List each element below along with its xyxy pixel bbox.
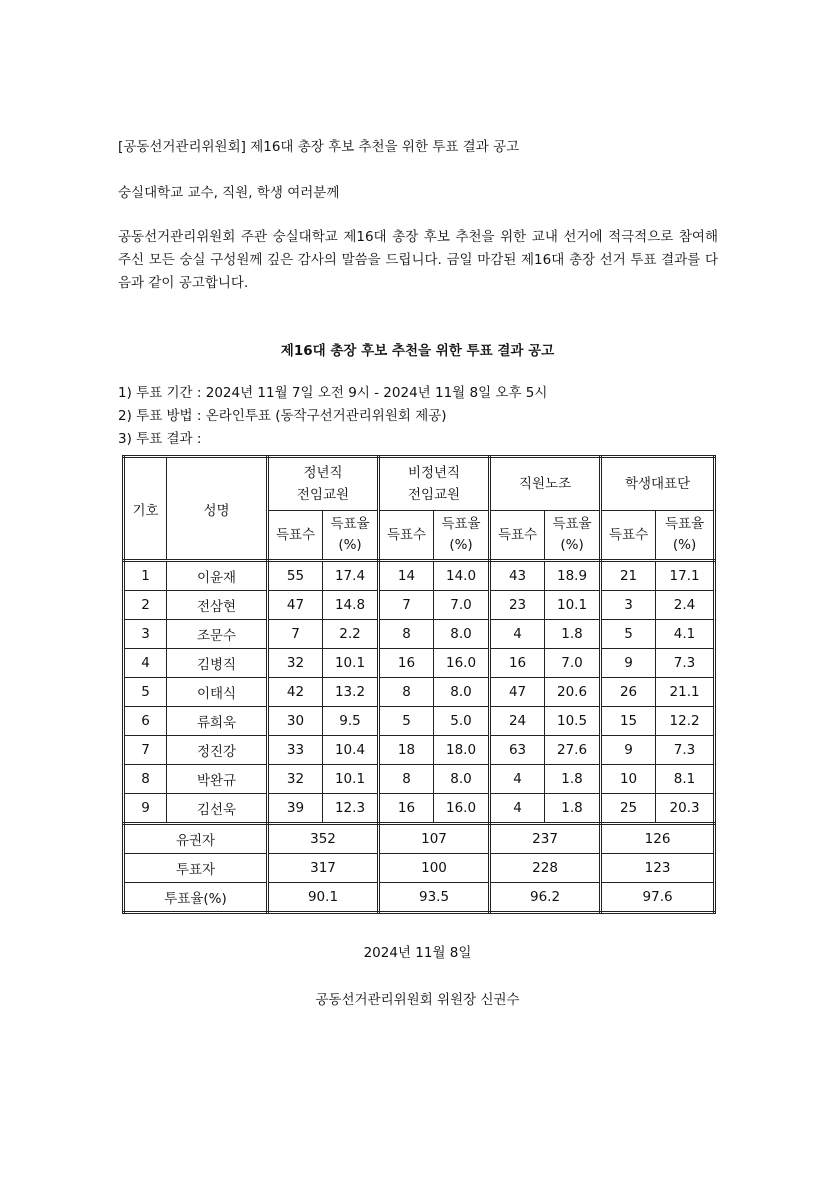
info-period: 1) 투표 기간 : 2024년 11월 7일 오전 9시 - 2024년 11월 8일 오후 5시 xyxy=(118,385,548,401)
vote-rate: 17.4 xyxy=(323,561,379,591)
summary-value: 123 xyxy=(601,854,715,883)
summary-value: 317 xyxy=(268,854,379,883)
vote-rate: 10.4 xyxy=(323,736,379,765)
table-row xyxy=(124,794,715,824)
vote-count: 21 xyxy=(601,561,656,591)
vote-rate: 1.8 xyxy=(545,620,601,649)
table-row xyxy=(124,620,715,649)
vote-rate: 10.1 xyxy=(323,765,379,794)
header-group-students: 학생대표단 xyxy=(601,457,715,511)
vote-rate: 1.8 xyxy=(545,765,601,794)
vote-rate: 13.2 xyxy=(323,678,379,707)
vote-rate: 8.0 xyxy=(434,765,490,794)
vote-count: 4 xyxy=(490,620,545,649)
vote-rate: 5.0 xyxy=(434,707,490,736)
vote-count: 33 xyxy=(268,736,323,765)
candidate-number: 5 xyxy=(124,678,167,707)
header-rate xyxy=(434,511,490,561)
candidate-number: 7 xyxy=(124,736,167,765)
table-body xyxy=(124,561,715,824)
rate-label: 득표율 xyxy=(441,516,481,532)
vote-count: 14 xyxy=(379,561,434,591)
rate-label: 득표율 xyxy=(664,516,705,532)
table-row xyxy=(124,678,715,707)
group-label-line2: 전임교원 xyxy=(296,487,350,503)
vote-rate: 8.0 xyxy=(434,620,490,649)
vote-rate: 2.4 xyxy=(656,591,715,620)
group-label-line2: 전임교원 xyxy=(407,487,461,503)
vote-rate: 18.9 xyxy=(545,561,601,591)
vote-rate: 27.6 xyxy=(545,736,601,765)
summary-value: 107 xyxy=(379,824,490,854)
vote-rate: 10.1 xyxy=(545,591,601,620)
vote-rate: 7.0 xyxy=(545,649,601,678)
vote-rate: 20.6 xyxy=(545,678,601,707)
vote-rate: 18.0 xyxy=(434,736,490,765)
vote-count: 18 xyxy=(379,736,434,765)
vote-count: 32 xyxy=(268,765,323,794)
header-group-tenure xyxy=(268,457,379,511)
header-line: [공동선거관리위원회] 제16대 총장 후보 추천을 위한 투표 결과 공고 xyxy=(118,139,520,155)
vote-count: 47 xyxy=(490,678,545,707)
results-table xyxy=(122,455,716,914)
summary-value: 90.1 xyxy=(268,883,379,913)
rate-unit: (%) xyxy=(338,537,362,553)
candidate-number: 8 xyxy=(124,765,167,794)
summary-row xyxy=(124,854,715,883)
vote-count: 7 xyxy=(379,591,434,620)
vote-rate: 8.0 xyxy=(434,678,490,707)
vote-count: 23 xyxy=(490,591,545,620)
rate-unit: (%) xyxy=(560,537,584,553)
table-row xyxy=(124,649,715,678)
vote-count: 8 xyxy=(379,620,434,649)
rate-label: 득표율 xyxy=(330,516,370,532)
info-result: 3) 투표 결과 : xyxy=(118,431,202,447)
vote-count: 8 xyxy=(379,678,434,707)
summary-value: 237 xyxy=(490,824,601,854)
table-row xyxy=(124,591,715,620)
vote-count: 16 xyxy=(490,649,545,678)
header-votes: 득표수 xyxy=(601,511,656,561)
header-rate xyxy=(323,511,379,561)
vote-count: 16 xyxy=(379,649,434,678)
summary-label: 투표자 xyxy=(124,854,268,883)
header-number: 기호 xyxy=(124,457,167,561)
header-votes: 득표수 xyxy=(268,511,323,561)
vote-rate: 12.3 xyxy=(323,794,379,824)
candidate-name: 류희욱 xyxy=(167,707,268,736)
info-method: 2) 투표 방법 : 온라인투표 (동작구선거관리위원회 제공) xyxy=(118,408,447,424)
vote-count: 5 xyxy=(379,707,434,736)
vote-count: 7 xyxy=(268,620,323,649)
summary-label: 투표율(%) xyxy=(124,883,268,913)
candidate-number: 4 xyxy=(124,649,167,678)
candidate-name: 이윤재 xyxy=(167,561,268,591)
summary-row xyxy=(124,883,715,913)
vote-count: 26 xyxy=(601,678,656,707)
header-name: 성명 xyxy=(167,457,268,561)
vote-count: 30 xyxy=(268,707,323,736)
summary-value: 228 xyxy=(490,854,601,883)
candidate-number: 6 xyxy=(124,707,167,736)
header-votes: 득표수 xyxy=(379,511,434,561)
table-row xyxy=(124,707,715,736)
vote-rate: 20.3 xyxy=(656,794,715,824)
candidate-number: 9 xyxy=(124,794,167,824)
candidate-name: 김선욱 xyxy=(167,794,268,824)
vote-rate: 14.0 xyxy=(434,561,490,591)
salutation: 숭실대학교 교수, 직원, 학생 여러분께 xyxy=(118,185,340,201)
vote-rate: 14.8 xyxy=(323,591,379,620)
summary-value: 352 xyxy=(268,824,379,854)
rate-unit: (%) xyxy=(672,537,697,553)
vote-rate: 4.1 xyxy=(656,620,715,649)
vote-count: 47 xyxy=(268,591,323,620)
vote-rate: 7.0 xyxy=(434,591,490,620)
summary-value: 93.5 xyxy=(379,883,490,913)
vote-rate: 1.8 xyxy=(545,794,601,824)
candidate-number: 1 xyxy=(124,561,167,591)
vote-count: 10 xyxy=(601,765,656,794)
table-row xyxy=(124,765,715,794)
vote-count: 43 xyxy=(490,561,545,591)
header-group-staff-union: 직원노조 xyxy=(490,457,601,511)
group-label-line1: 비정년직 xyxy=(407,465,461,481)
vote-rate: 10.5 xyxy=(545,707,601,736)
rate-label: 득표율 xyxy=(552,516,592,532)
vote-count: 5 xyxy=(601,620,656,649)
candidate-name: 조문수 xyxy=(167,620,268,649)
table-summary xyxy=(124,824,715,913)
vote-rate: 12.2 xyxy=(656,707,715,736)
vote-count: 8 xyxy=(379,765,434,794)
group-label-line1: 정년직 xyxy=(303,465,343,481)
vote-rate: 16.0 xyxy=(434,649,490,678)
vote-count: 9 xyxy=(601,649,656,678)
vote-count: 63 xyxy=(490,736,545,765)
vote-count: 25 xyxy=(601,794,656,824)
vote-count: 55 xyxy=(268,561,323,591)
header-group-non-tenure xyxy=(379,457,490,511)
header-votes: 득표수 xyxy=(490,511,545,561)
vote-rate: 21.1 xyxy=(656,678,715,707)
candidate-number: 3 xyxy=(124,620,167,649)
notice-title: 제16대 총장 후보 추천을 위한 투표 결과 공고 xyxy=(280,343,555,359)
summary-row xyxy=(124,824,715,854)
vote-rate: 7.3 xyxy=(656,649,715,678)
header-row-groups xyxy=(124,457,715,511)
vote-count: 3 xyxy=(601,591,656,620)
candidate-name: 정진강 xyxy=(167,736,268,765)
vote-rate: 2.2 xyxy=(323,620,379,649)
header-rate xyxy=(545,511,601,561)
vote-count: 24 xyxy=(490,707,545,736)
intro-paragraph: 공동선거관리위원회 주관 숭실대학교 제16대 총장 후보 추천을 위한 교내 선거에 적극적으로 참여해 주신 모든 숭실 구성원께 깊은 감사의 말씀을 드립니다. 금일 마감된 제16대 총장 선거 투표 결과를 다음과 같이 공고합니다. xyxy=(118,229,718,291)
vote-count: 39 xyxy=(268,794,323,824)
candidate-name: 박완규 xyxy=(167,765,268,794)
vote-count: 32 xyxy=(268,649,323,678)
summary-value: 96.2 xyxy=(490,883,601,913)
summary-value: 126 xyxy=(601,824,715,854)
candidate-name: 김병직 xyxy=(167,649,268,678)
summary-label: 유권자 xyxy=(124,824,268,854)
header-rate xyxy=(656,511,715,561)
candidate-number: 2 xyxy=(124,591,167,620)
vote-rate: 8.1 xyxy=(656,765,715,794)
vote-count: 4 xyxy=(490,765,545,794)
rate-unit: (%) xyxy=(449,537,473,553)
candidate-name: 전삼현 xyxy=(167,591,268,620)
signature: 공동선거관리위원회 위원장 신권수 xyxy=(315,992,520,1008)
table-row xyxy=(124,736,715,765)
vote-count: 9 xyxy=(601,736,656,765)
vote-rate: 10.1 xyxy=(323,649,379,678)
summary-value: 100 xyxy=(379,854,490,883)
vote-count: 42 xyxy=(268,678,323,707)
vote-rate: 17.1 xyxy=(656,561,715,591)
vote-count: 4 xyxy=(490,794,545,824)
summary-value: 97.6 xyxy=(601,883,715,913)
vote-count: 16 xyxy=(379,794,434,824)
vote-rate: 16.0 xyxy=(434,794,490,824)
vote-rate: 7.3 xyxy=(656,736,715,765)
vote-count: 15 xyxy=(601,707,656,736)
vote-rate: 9.5 xyxy=(323,707,379,736)
table-row xyxy=(124,561,715,591)
candidate-name: 이태식 xyxy=(167,678,268,707)
notice-date: 2024년 11월 8일 xyxy=(363,945,472,961)
